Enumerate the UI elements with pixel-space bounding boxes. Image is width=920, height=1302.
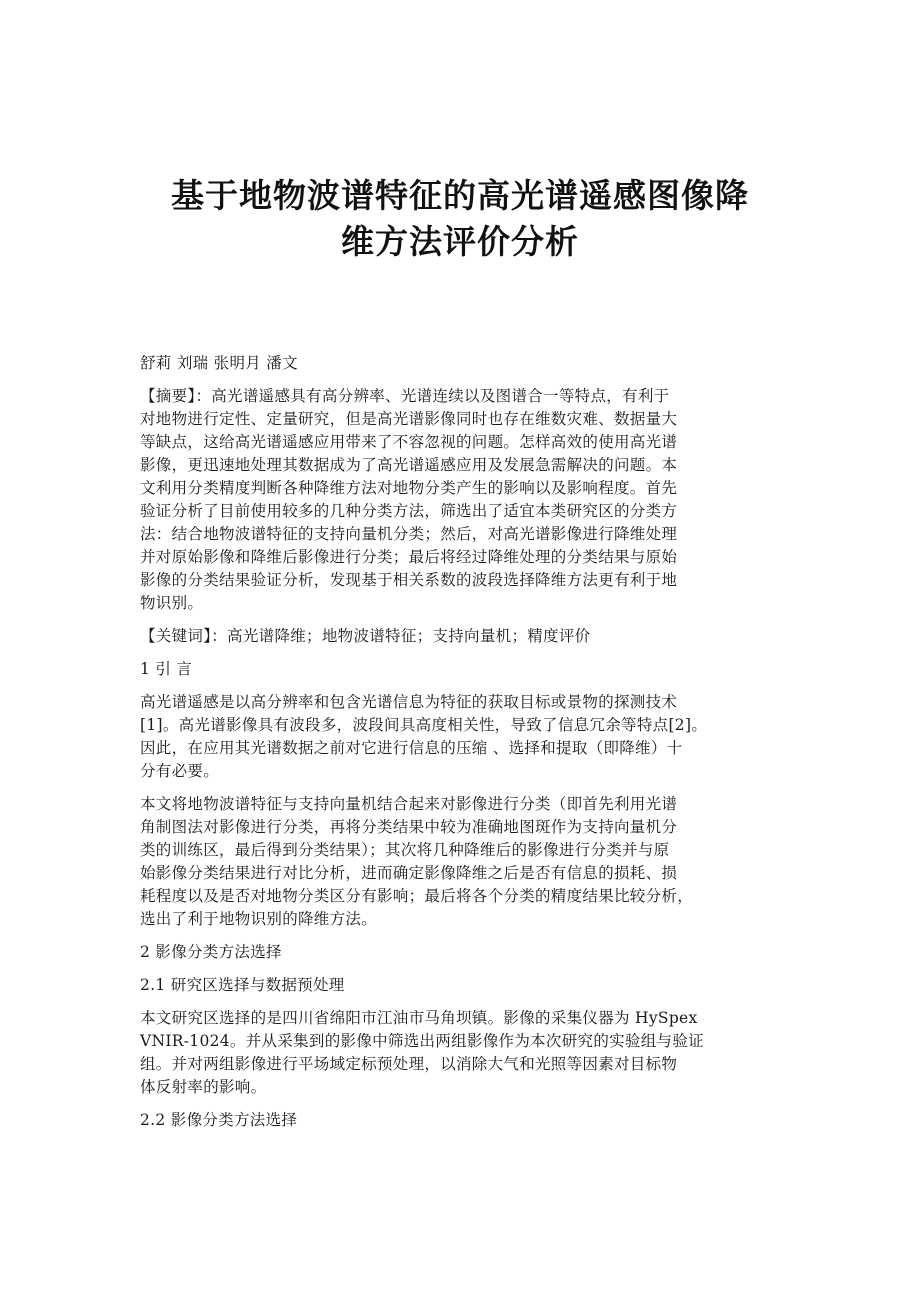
paragraph-line: 组。并对两组影像进行平场域定标预处理，以消除大气和光照等因素对目标物 — [140, 1055, 678, 1073]
section-1-heading: 1 引 言 — [140, 660, 193, 678]
abstract-line: 法：结合地物波谱特征的支持向量机分类；然后，对高光谱影像进行降维处理 — [140, 525, 678, 543]
abstract — [140, 385, 802, 615]
paragraph-line: 本文将地物波谱特征与支持向量机结合起来对影像进行分类（即首先利用光谱 — [140, 795, 678, 813]
section-1-paragraph-2 — [140, 793, 802, 931]
abstract-line: 物识别。 — [140, 594, 204, 612]
section-2-2-heading: 2.2 影像分类方法选择 — [140, 1111, 298, 1129]
abstract-line: 文利用分类精度判断各种降维方法对地物分类产生的影响以及影响程度。首先 — [140, 479, 678, 497]
abstract-line: 等缺点，这给高光谱遥感应用带来了不容忽视的问题。怎样高效的使用高光谱 — [140, 433, 678, 451]
paragraph-line: 分有必要。 — [140, 762, 220, 780]
section-2-1-heading: 2.1 研究区选择与数据预处理 — [140, 976, 345, 994]
keywords: 【关键词】：高光谱降维；地物波谱特征；支持向量机；精度评价 — [140, 627, 591, 645]
paragraph-line: VNIR-1024。并从采集到的影像中筛选出两组影像作为本次研究的实验组与验证 — [140, 1032, 704, 1050]
paragraph-line: 类的训练区，最后得到分类结果）；其次将几种降维后的影像进行分类并与原 — [140, 841, 670, 859]
paragraph-line: 角制图法对影像进行分类，再将分类结果中较为准确地图斑作为支持向量机分 — [140, 818, 678, 836]
abstract-line: 并对原始影像和降维后影像进行分类；最后将经过降维处理的分类结果与原始 — [140, 548, 678, 566]
authors: 舒莉 刘瑞 张明月 潘文 — [140, 354, 298, 372]
abstract-line: 【摘要】：高光谱遥感具有高分辨率、光谱连续以及图谱合一等特点，有利于 — [140, 387, 670, 405]
abstract-line: 验证分析了目前使用较多的几种分类方法，筛选出了适宜本类研究区的分类方 — [140, 502, 678, 520]
abstract-line: 对地物进行定性、定量研究，但是高光谱影像同时也存在维数灾难、数据量大 — [140, 410, 678, 428]
paragraph-line: 高光谱遥感是以高分辨率和包含光谱信息为特征的获取目标或景物的探测技术 — [140, 693, 678, 711]
section-2-1-paragraph — [140, 1007, 802, 1099]
paper-body — [140, 352, 802, 1142]
paper-title-line-1: 基于地物波谱特征的高光谱遥感图像降 — [171, 176, 749, 215]
paragraph-line: [1]。高光谱影像具有波段多，波段间具高度相关性，导致了信息冗余等特点[2]。 — [140, 716, 708, 734]
section-2-heading: 2 影像分类方法选择 — [140, 943, 282, 961]
paragraph-line: 因此，在应用其光谱数据之前对它进行信息的压缩 、选择和提取（即降维）十 — [140, 739, 683, 757]
abstract-line: 影像，更迅速地处理其数据成为了高光谱遥感应用及发展急需解决的问题。本 — [140, 456, 678, 474]
abstract-line: 影像的分类结果验证分析，发现基于相关系数的波段选择降维方法更有利于地 — [140, 571, 678, 589]
paragraph-line: 始影像分类结果进行对比分析，进而确定影像降维之后是否有信息的损耗、损 — [140, 864, 678, 882]
paragraph-line: 选出了利于地物识别的降维方法。 — [140, 910, 378, 928]
paper-title-line-2: 维方法评价分析 — [341, 222, 579, 261]
paragraph-line: 本文研究区选择的是四川省绵阳市江油市马角坝镇。影像的采集仪器为 HySpex — [140, 1009, 698, 1027]
section-1-paragraph-1 — [140, 691, 802, 783]
paragraph-line: 耗程度以及是否对地物分类区分有影响；最后将各个分类的精度结果比较分析， — [140, 887, 694, 905]
paragraph-line: 体反射率的影响。 — [140, 1078, 267, 1096]
